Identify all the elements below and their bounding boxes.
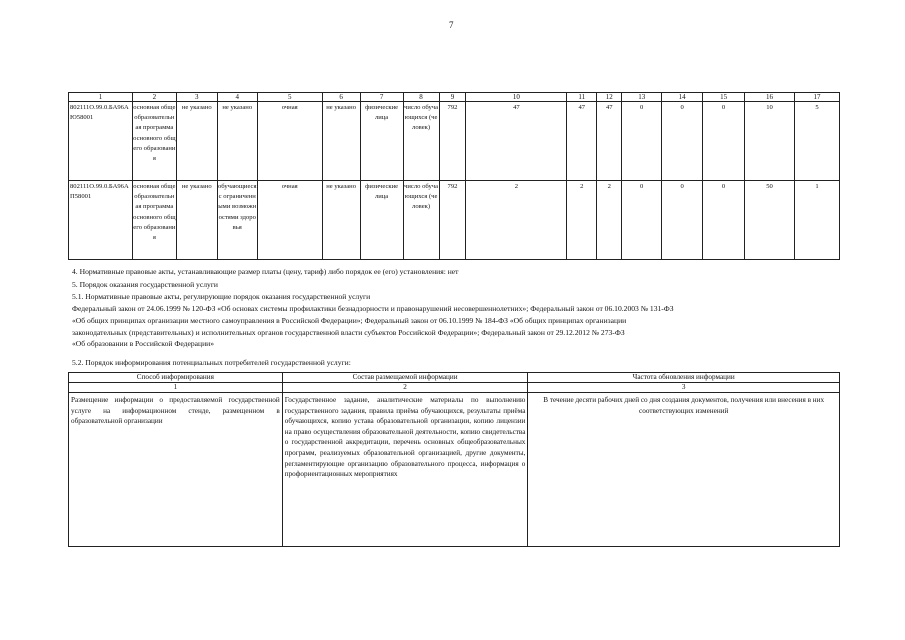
table-cell: обучающиеся с ограниченными возможностями здоровья xyxy=(217,181,257,260)
informing-table xyxy=(68,372,840,547)
service-volume-table xyxy=(68,92,840,260)
column-number: 8 xyxy=(403,93,439,102)
table-cell: 0 xyxy=(662,181,703,260)
column-number: 15 xyxy=(703,93,745,102)
table-cell: 0 xyxy=(703,102,745,181)
header-method: Способ информирования xyxy=(69,373,283,383)
table-cell: 0 xyxy=(662,102,703,181)
registry-code: 802111О.99.0.БА96АП58001 xyxy=(69,181,133,260)
table-cell: 5 xyxy=(794,102,839,181)
content-cell: Государственное задание, аналитические материалы по выполнению государственного задания, правила приёма обучающихся, результаты приёма обучающихся, копию устава образовательной организации, копию лицензии на право осуществления образовательной деятельности, копию свидетельства о государственной аккредитации, перечень основных общеобразовательных программ, реализуемых образовательной организацией, другие документы, регламентирующие организацию образовательного процесса, информация о профориентационных мероприятиях xyxy=(282,393,528,547)
table-cell: 0 xyxy=(622,181,662,260)
page-number: 7 xyxy=(449,20,454,30)
table-cell: 2 xyxy=(567,181,597,260)
table-cell: не указано xyxy=(217,102,257,181)
table-row xyxy=(69,393,840,547)
program-cell: основная общеобразовательная программа основного общего образования xyxy=(132,181,176,260)
law-line-3: законодательных (представительных) и исполнительных органов государственной власти субъектов Российской Федерации»; Федеральный закон от 29.12.2012 № 273-ФЗ xyxy=(72,328,625,337)
table-row xyxy=(69,102,840,181)
header-content: Состав размещаемой информации xyxy=(282,373,528,383)
table-number-row xyxy=(69,383,840,393)
column-number: 4 xyxy=(217,93,257,102)
table-cell: 2 xyxy=(466,181,567,260)
table-cell: физические лица xyxy=(360,181,403,260)
table-cell: 47 xyxy=(567,102,597,181)
column-number: 1 xyxy=(69,93,133,102)
column-number: 1 xyxy=(69,383,283,393)
column-number: 9 xyxy=(439,93,466,102)
table-cell: 47 xyxy=(466,102,567,181)
informing-heading: 5.2. Порядок информирования потенциальных потребителей государственной услуги: xyxy=(72,358,351,367)
column-number: 14 xyxy=(662,93,703,102)
table-header-row xyxy=(69,93,840,102)
table-cell: 47 xyxy=(597,102,622,181)
column-number: 13 xyxy=(622,93,662,102)
column-number: 2 xyxy=(132,93,176,102)
law-line-2: «Об общих принципах организации местного самоуправления в Российской Федерации»; Федеральный закон от 06.10.1999 № 184-ФЗ «Об общих принципах организации xyxy=(72,316,627,325)
table-cell: 2 xyxy=(597,181,622,260)
column-number: 12 xyxy=(597,93,622,102)
column-number: 3 xyxy=(528,383,840,393)
table-cell: 792 xyxy=(439,181,466,260)
column-number: 11 xyxy=(567,93,597,102)
procedure-heading: 5. Порядок оказания государственной услуги xyxy=(72,280,218,289)
column-number: 6 xyxy=(322,93,360,102)
fee-acts-line: 4. Нормативные правовые акты, устанавливающие размер платы (цену, тариф) либо порядок ее (его) установления: нет xyxy=(72,267,459,276)
header-frequency: Частота обновления информации xyxy=(528,373,840,383)
column-number: 10 xyxy=(466,93,567,102)
table-cell: не указано xyxy=(176,181,217,260)
table-cell: 1 xyxy=(794,181,839,260)
table-header-row xyxy=(69,373,840,383)
program-cell: основная общеобразовательная программа основного общего образования xyxy=(132,102,176,181)
table-cell: 10 xyxy=(745,102,795,181)
regulatory-acts-heading: 5.1. Нормативные правовые акты, регулирующие порядок оказания государственной услуги xyxy=(72,292,371,301)
table-cell: очная xyxy=(257,181,322,260)
table-cell: не указано xyxy=(322,181,360,260)
table-cell: не указано xyxy=(322,102,360,181)
column-number: 2 xyxy=(282,383,528,393)
column-number: 7 xyxy=(360,93,403,102)
law-line-1: Федеральный закон от 24.06.1999 № 120-ФЗ «Об основах системы профилактики безнадзорности и правонарушений несовершеннолетних»; Федеральный закон от 06.10.2003 № 131-ФЗ xyxy=(72,304,674,313)
method-cell: Размещение информации о предоставляемой государственной услуге на информационном стенде, размещенном в образовательной организации xyxy=(69,393,283,547)
law-line-4: «Об образовании в Российской Федерации» xyxy=(72,339,215,348)
table-cell: физические лица xyxy=(360,102,403,181)
frequency-cell: В течение десяти рабочих дней со дня создания документов, получения или внесения в них соответствующих изменений xyxy=(528,393,840,547)
table-cell: 0 xyxy=(703,181,745,260)
table-cell: 50 xyxy=(745,181,795,260)
table-cell: число обучающихся (человек) xyxy=(403,102,439,181)
column-number: 5 xyxy=(257,93,322,102)
column-number: 3 xyxy=(176,93,217,102)
table-row xyxy=(69,181,840,260)
column-number: 17 xyxy=(794,93,839,102)
table-cell: 0 xyxy=(622,102,662,181)
table-cell: число обучающихся (человек) xyxy=(403,181,439,260)
table-cell: очная xyxy=(257,102,322,181)
table-cell: 792 xyxy=(439,102,466,181)
registry-code: 802111О.99.0.БА96АЮ58001 xyxy=(69,102,133,181)
table-cell: не указано xyxy=(176,102,217,181)
column-number: 16 xyxy=(745,93,795,102)
